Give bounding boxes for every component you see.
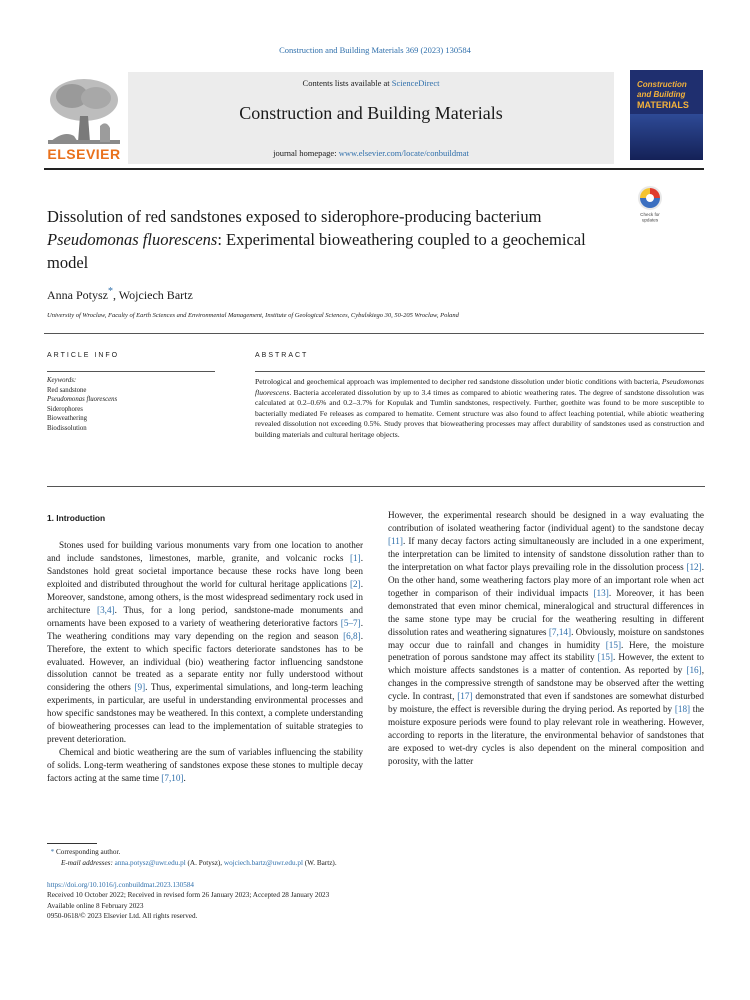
corresponding-author-note: * Corresponding author.	[50, 848, 121, 856]
email-label: E-mail addresses:	[61, 858, 115, 867]
paragraph-text: . If many decay factors acting simultaneously are included in a one experiment, the interpretation can be limited to intensity of sandstone dissolution rather than to the interpretation on what factor plays prevailing role in the dissolution process	[388, 535, 704, 572]
citation-link[interactable]: [15]	[605, 639, 622, 650]
keyword: Siderophores	[47, 405, 83, 413]
paragraph-text: . Thus, for a long period, sandstone-made monuments and ornaments have been exposed to a variety of weathering deteriorative factors	[47, 604, 363, 628]
journal-title: Construction and Building Materials	[239, 103, 503, 123]
paragraph-text: . Moreover, it has been demonstrated that even minor chemical, mineralogical and structural differences in the same stone type may be crucial for the weathering resulting in different dissolution rates and weathering signatures	[388, 587, 704, 637]
paragraph-text: Chemical and biotic weathering are the sum of variables influencing the stability of solids. Long-term weathering of sandstones expose these stones to multiple decay factors acting at the same time	[47, 747, 363, 784]
journal-homepage-link[interactable]: www.elsevier.com/locate/conbuildmat	[338, 148, 469, 158]
abstract-text: Petrological and geochemical approach was implemented to decipher red sandstone dissolution under biotic conditions with bacteria, Pseudomonas fluorescens. Bacteria accelerated dissolution by up to 3.4 times as compared to abiotic weathering rates. The degree of sandstone dissolution was calculated at 0.2–0.6% and 0.2–3.7% for Kopulak and Tumlin sandstones, respectively. Further, goethite was found to be more susceptible to bacterially mediated Fe releases as compared to hematite. Cement structure was also found to affect leaching potential, while abiotic weathering revealed dissolution not exceeding 0.5%. Study proves that bioweathering processes may affect durability of sandstones used as construction and building materials and cultural heritage objects.	[255, 377, 704, 439]
paragraph-text: . Thus, experimental simulations, and long-term leaching experiments, in particular, are useful in understanding environmental processes and how specific sandstones may be weathered. In this context, a complete understanding of bioweathering processes can lead to the implementation of suitable strategies to prevent deterioration.	[47, 682, 363, 745]
paragraph-text: demonstrated that even if sandstones are somewhat disturbed by moisture, the effect is reversible during the drying period. As reported by	[388, 691, 704, 715]
copyright-line: 0950-0618/© 2023 Elsevier Ltd. All rights reserved.	[47, 911, 198, 920]
citation-link[interactable]: [5–7]	[340, 617, 361, 628]
email-line: E-mail addresses: anna.potysz@uwr.edu.pl (A. Potysz), wojciech.bartz@uwr.edu.pl (W. Bartz).	[61, 858, 337, 867]
svg-text:updates: updates	[641, 217, 659, 223]
homepage-prefix: journal homepage:	[273, 148, 339, 158]
paragraph-text: . On the other hand, some weathering factors play more of an important role when act together in comparison of their individual impacts	[388, 561, 704, 598]
keyword: Biodissolution	[47, 424, 87, 432]
paragraph-text: , changes in the compressive strength of sandstone may be observed after the wetting cycle. In contrast,	[388, 665, 704, 702]
body-column-right	[388, 509, 704, 768]
journal-citation[interactable]: Construction and Building Materials 369 (2023) 130584	[279, 45, 471, 55]
journal-homepage-line	[128, 148, 614, 158]
author-name[interactable]: Anna Potysz	[47, 288, 108, 302]
citation-link[interactable]: [1]	[349, 552, 361, 563]
author-list: Anna Potysz*, Wojciech Bartz	[47, 286, 193, 302]
paragraph-text: . However, the extent to which moisture affects sandstones is a matter of contention. As reported by	[388, 652, 704, 676]
contents-availability-line	[128, 78, 614, 88]
paragraph-text: . Here, the moisture penetration of porous sandstone may affect its stability	[388, 639, 704, 663]
sciencedirect-link[interactable]: ScienceDirect	[391, 78, 440, 88]
citation-link[interactable]: [2]	[349, 578, 361, 589]
footnotes	[47, 847, 705, 868]
section-divider	[44, 333, 704, 334]
article-title: Dissolution of red sandstones exposed to siderophore-producing bacterium Pseudomonas fluorescens: Experimental bioweathering coupled to a geochemical model	[47, 207, 586, 272]
received-dates: Received 10 October 2022; Received in revised form 26 January 2023; Accepted 28 January 2023	[47, 891, 330, 900]
author-affiliation: University of Wroclaw, Faculty of Earth Sciences and Environmental Management, Institute of Geological Sciences, Cybulskiego 30, 50-205 Wroclaw, Poland	[47, 312, 459, 319]
available-online-date: Available online 8 February 2023	[47, 901, 144, 910]
paragraph-text: . Sandstones hold great societal importance because these rocks have long been exploited and distributed throughout the world for cultural heritage applications	[47, 552, 363, 589]
citation-link[interactable]: [7,10]	[161, 773, 184, 784]
cover-subtitle: MATERIALS	[637, 100, 689, 110]
paragraph-text: the moisture exposure periods were found to play relevant role in weathering. However, according to reports in the literature, the environmental behavior of sandstones that are exposed to wet-dry cycles is also dependent on the mineral composition and porosity, with the latter	[388, 704, 704, 767]
check-for-updates-badge[interactable]	[632, 184, 668, 224]
citation-link[interactable]: [11]	[388, 535, 403, 546]
body-paragraph	[47, 539, 363, 746]
cover-title: Construction and Building	[637, 80, 687, 99]
article-info-heading: ARTICLE INFO	[47, 352, 120, 359]
paragraph-text: . Moreover, sandstone, among others, is the most widespread sedimentary rock used in architecture	[47, 578, 363, 615]
elsevier-wordmark: ELSEVIER	[47, 146, 121, 162]
citation-link[interactable]: [6,8]	[343, 630, 361, 641]
contents-prefix: Contents lists available at	[302, 78, 392, 88]
citation-link[interactable]: [12]	[686, 561, 702, 572]
keyword: Pseudomonas fluorescens	[47, 396, 118, 404]
paragraph-text: .	[183, 773, 186, 784]
email-link[interactable]: wojciech.bartz@uwr.edu.pl	[223, 858, 303, 867]
corresponding-author-mark[interactable]: *	[50, 848, 55, 856]
paragraph-text: . Obviously, moisture on sandstones may occur due to rainfall and changes in humidity	[388, 626, 704, 650]
paragraph-text: However, the experimental research should be designed in a way evaluating the contribution of isolated weathering factor (individual agent) to the sandstone decay	[388, 510, 704, 533]
keyword: Red sandstone	[47, 386, 87, 394]
keywords-list	[47, 376, 215, 434]
citation-link[interactable]: [17]	[457, 691, 473, 702]
body-paragraph	[388, 509, 704, 768]
publication-info	[47, 880, 705, 921]
abstract-divider	[255, 371, 705, 372]
cover-artwork	[630, 114, 703, 160]
citation-link[interactable]: [18]	[674, 704, 691, 715]
abstract-bottom-divider	[47, 486, 705, 487]
citation-link[interactable]: [9]	[134, 682, 146, 693]
section-heading-introduction: 1. Introduction	[47, 513, 106, 523]
doi-link[interactable]: https://doi.org/10.1016/j.conbuildmat.2023.130584	[47, 881, 195, 889]
citation-link[interactable]: [16]	[686, 665, 702, 676]
abstract-heading: ABSTRACT	[255, 352, 309, 359]
header-divider	[44, 168, 704, 170]
paragraph-text: Stones used for building various monuments vary from one location to another and include sandstones, limestones, marble, granite, and volcanic rocks	[47, 539, 363, 563]
corresponding-author-mark[interactable]: *	[108, 286, 113, 297]
author-name[interactable]: Wojciech Bartz	[118, 288, 193, 302]
citation-link[interactable]: [3,4]	[97, 604, 115, 615]
article-info-divider	[47, 371, 215, 372]
keyword: Bioweathering	[47, 415, 88, 423]
paragraph-text: . Therefore, the extent to which specific factors deteriorate sandstones has to be evaluated. However, an individual (bio) weathering factor influencing sandstone dissolution cannot be treated as a separate entity nor fully understood without considering the others	[47, 630, 363, 693]
citation-link[interactable]: [7,14]	[548, 626, 572, 637]
email-link[interactable]: anna.potysz@uwr.edu.pl	[114, 858, 186, 867]
svg-text:Check for: Check for	[640, 212, 660, 217]
keywords-label: Keywords:	[47, 377, 77, 384]
citation-link[interactable]: [15]	[597, 652, 613, 663]
body-column-left	[47, 512, 363, 785]
citation-link[interactable]: [13]	[593, 587, 609, 598]
footnote-divider	[47, 843, 97, 844]
paragraph-text: . The weathering conditions may vary depending on the region and season	[47, 617, 363, 641]
body-paragraph	[47, 746, 363, 785]
journal-cover-image[interactable]	[630, 70, 703, 160]
